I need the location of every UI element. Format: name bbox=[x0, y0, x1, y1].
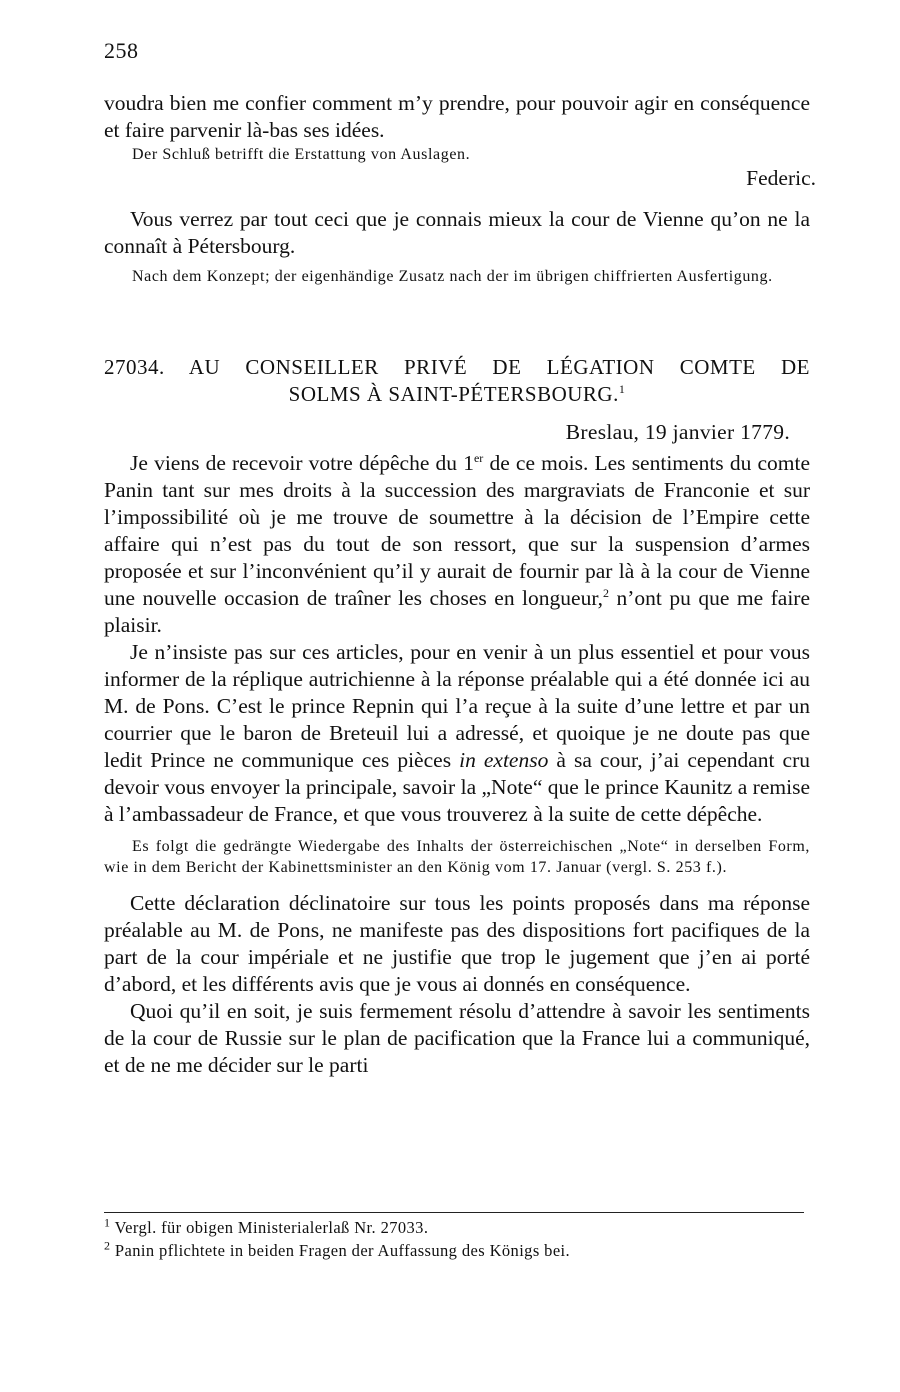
letter-paragraph-2 bbox=[104, 639, 810, 828]
editorial-note: Es folgt die gedrängte Wiedergabe des Inhalts der österreichischen „Note“ in derselben Form, wie in dem Bericht der Kabinettsminister an den König vom 17. Januar (vergl. S. 253 f.). bbox=[104, 838, 810, 876]
letter-number: 27034. bbox=[104, 355, 165, 379]
letter-heading bbox=[104, 354, 810, 408]
continuation-paragraph: voudra bien me confier comment m’y prendre, pour pouvoir agir en conséquence et faire parvenir là-bas ses idées. bbox=[104, 91, 810, 142]
postscript-paragraph: Vous verrez par tout ceci que je connais mieux la cour de Vienne qu’on ne la connaît à Pétersbourg. bbox=[104, 207, 810, 258]
p1-superscript: er bbox=[473, 450, 484, 465]
footnote-2-ref: 2 bbox=[104, 1238, 111, 1253]
p2-end: à sa cour, j’ai cependant cru devoir vous envoyer la principale, savoir la „Note“ que le prince Kaunitz a remise à l’ambassadeur de France, et que vous trouverez à la suite de cette dépêche. bbox=[104, 748, 810, 826]
footnote-2-text: Panin pflichtete in beiden Fragen der Auffassung des Königs bei. bbox=[110, 1241, 571, 1260]
postscript-block bbox=[104, 206, 810, 287]
footnote-2 bbox=[104, 1239, 810, 1262]
footnote-1-ref: 1 bbox=[104, 1215, 111, 1230]
footnote-1 bbox=[104, 1216, 810, 1239]
letter-heading-line2 bbox=[104, 381, 810, 408]
p1-end: n’ont pu que me faire plaisir. bbox=[104, 586, 810, 637]
postscript-note: Nach dem Konzept; der eigenhändige Zusatz nach der im übrigen chiffrierten Ausfertigung. bbox=[132, 268, 773, 285]
p2-start: Je n’insiste pas sur ces articles, pour en venir à un plus essentiel et pour vous informer de la réplique autrichienne à la réponse préalable qui a été donnée ici au M. de Pons. C’est le prince Repnin qui l’a reçue à la suite d’une lettre et par un courrier que le baron de Breteuil lui a adressé, et quoique je ne doute pas que ledit Prince ne communique ces pièces bbox=[104, 640, 810, 772]
p1-middle: de ce mois. Les sentiments du comte Panin tant sur mes droits à la succession des margraviats de Franconie et sur l’impossibilité où je me trouve de soumettre à la décision de l’Empire cette affaire qui n’est pas du tout de son ressort, que sur la suspension d’armes proposée et sur l’inconvénient qu’il y aurait de fournir par là à la cour de Vienne une nouvelle occasion de traîner les choses en longueur, bbox=[104, 451, 811, 610]
dateline: Breslau, 19 janvier 1779. bbox=[565, 420, 790, 444]
footnotes bbox=[104, 1216, 810, 1262]
letter-paragraph-4: Quoi qu’il en soit, je suis fermement résolu d’attendre à savoir les sentiments de la cour de Russie sur le plan de pacification que la France lui a communiqué, et de ne me décider sur le parti bbox=[104, 999, 810, 1077]
signature: Federic. bbox=[746, 166, 816, 190]
letter-body bbox=[104, 450, 810, 1079]
continuation-block bbox=[104, 90, 810, 165]
heading-footnote-ref: 1 bbox=[618, 382, 626, 396]
heading-text-line1: AU CONSEILLER PRIVÉ DE LÉGATION COMTE DE bbox=[188, 355, 810, 379]
letter-paragraph-3: Cette déclaration déclinatoire sur tous les points proposés dans ma réponse préalable au M. de Pons, ne manifeste pas des dispositions fort pacifiques de la part de la cour impériale et ne justifie que trop le jugement que j’en ai porté d’abord, et les différents avis que je vous ai donnés en conséquence. bbox=[104, 891, 810, 996]
letter-heading-line1 bbox=[104, 354, 810, 381]
p2-italic: in extenso bbox=[459, 748, 549, 772]
p1-start: Je viens de recevoir votre dépêche du 1 bbox=[130, 451, 474, 475]
letter-paragraph-1 bbox=[104, 450, 810, 639]
page-number: 258 bbox=[104, 38, 139, 63]
footnote-1-text: Vergl. für obigen Ministerialerlaß Nr. 27033. bbox=[110, 1218, 429, 1237]
footnote-divider bbox=[104, 1212, 804, 1213]
heading-text-line2: SOLMS À SAINT-PÉTERSBOURG. bbox=[288, 382, 619, 406]
p1-footnote-ref: 2 bbox=[603, 585, 609, 600]
continuation-note: Der Schluß betrifft die Erstattung von Auslagen. bbox=[132, 146, 471, 163]
